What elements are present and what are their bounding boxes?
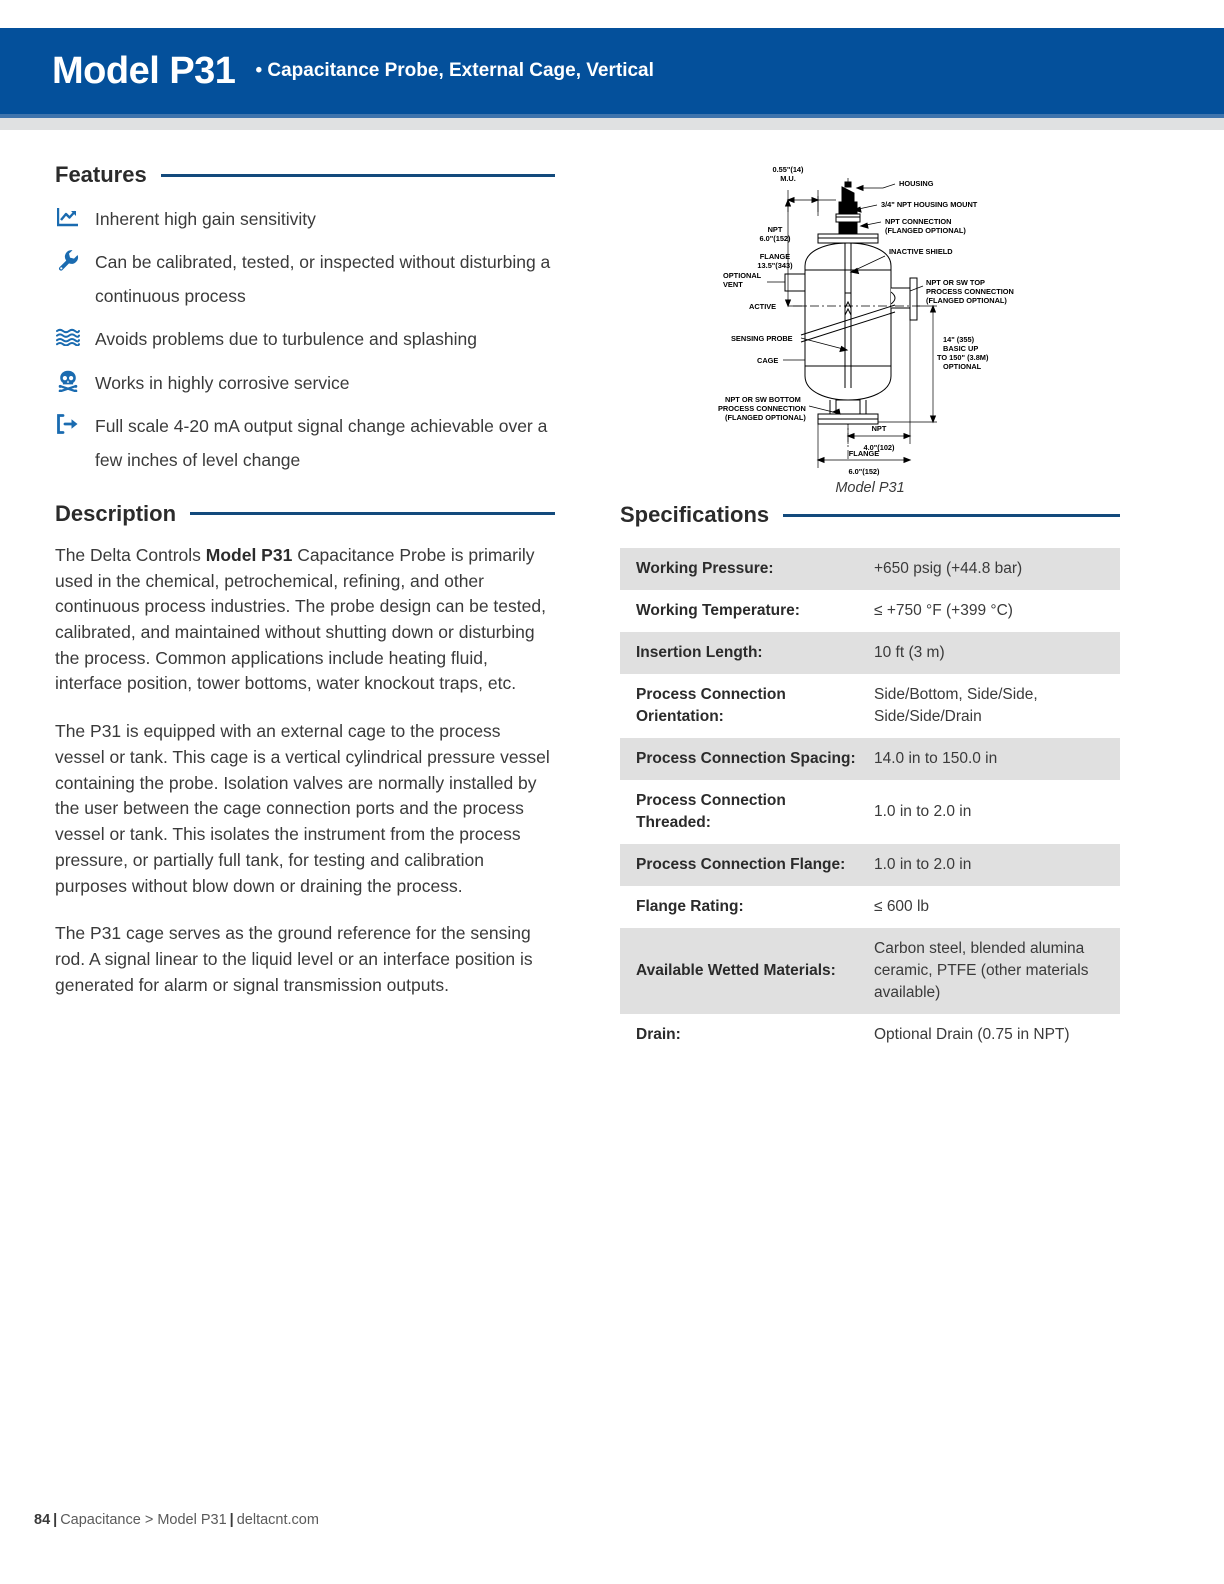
drawing-label-bottom-conn-3: (FLANGED OPTIONAL)	[725, 413, 806, 422]
table-row	[620, 886, 1120, 928]
right-content-column	[620, 160, 1120, 1056]
spec-value: 10 ft (3 m)	[874, 644, 945, 661]
chart-line-up-icon	[55, 204, 81, 230]
footer-separator-2: |	[229, 1512, 234, 1528]
list-item	[55, 322, 555, 356]
drawing-label-npt-dim-1: NPT	[767, 225, 783, 234]
spec-key: Insertion Length:	[636, 644, 763, 661]
description-paragraph-3: The P31 cage serves as the ground reference for the sensing rod. A signal linear to the liquid level or an interface position is generated for alarm or signal transmission outputs.	[55, 923, 533, 995]
drawing-label-top-conn-1: NPT OR SW TOP	[926, 278, 985, 287]
drawing-label-optional-vent-2: VENT	[723, 280, 743, 289]
specifications-heading-rule	[783, 514, 1120, 517]
features-heading-label: Features	[55, 162, 147, 187]
sign-out-arrow-icon	[55, 411, 81, 437]
drawing-label-flange-dim-1: FLANGE	[759, 252, 791, 261]
description-heading-label: Description	[55, 500, 177, 526]
spec-value: ≤ 600 lb	[874, 898, 930, 915]
drawing-label-basic-up-4: OPTIONAL	[943, 362, 982, 371]
feature-text: Full scale 4-20 mA output signal change achievable over a few inches of level change	[95, 415, 548, 470]
spec-key: Process Connection Threaded:	[636, 792, 786, 831]
drawing-label-sensing-probe: SENSING PROBE	[731, 334, 793, 343]
feature-text: Can be calibrated, tested, or inspected without disturbing a continuous process	[95, 252, 551, 307]
skull-crossbones-icon	[55, 368, 81, 394]
spec-value: ≤ +750 °F (+399 °C)	[874, 602, 1013, 619]
table-row	[620, 548, 1120, 590]
wrench-icon	[55, 247, 81, 273]
drawing-label-housing-mount: 3/4" NPT HOUSING MOUNT	[881, 200, 978, 209]
drawing-label-housing: HOUSING	[899, 179, 934, 188]
spec-key: Working Pressure:	[636, 560, 774, 577]
spec-value: 1.0 in to 2.0 in	[874, 856, 972, 873]
drawing-label-bottom-flange-1: FLANGE	[848, 449, 880, 458]
list-item	[55, 245, 555, 313]
table-row	[620, 928, 1120, 1014]
drawing-label-basic-up-2: BASIC UP	[943, 344, 979, 353]
page-title: Model P31	[52, 49, 236, 92]
feature-text: Inherent high gain sensitivity	[95, 209, 316, 229]
spec-key: Working Temperature:	[636, 602, 800, 619]
table-row	[620, 590, 1120, 632]
spec-value: 1.0 in to 2.0 in	[874, 803, 972, 820]
drawing-label-npt-connection-1: NPT CONNECTION	[885, 217, 952, 226]
drawing-label-bottom-flange-2: 6.0"(152)	[848, 467, 880, 476]
description-paragraph-1	[55, 543, 555, 697]
footer-website: deltacnt.com	[236, 1512, 319, 1528]
feature-text: Avoids problems due to turbulence and splashing	[95, 329, 478, 350]
drawing-label-bottom-npt-2: 4.0"(102)	[863, 443, 895, 452]
spec-key: Available Wetted Materials:	[636, 962, 836, 979]
page-subtitle: • Capacitance Probe, External Cage, Vertical	[255, 60, 654, 81]
footer-page-number: 84	[34, 1512, 51, 1528]
drawing-label-optional-vent-1: OPTIONAL	[723, 271, 762, 280]
spec-value: 14.0 in to 150.0 in	[874, 750, 998, 767]
water-waves-icon	[55, 324, 81, 350]
drawing-label-mu-dim: 0.55"(14)	[772, 165, 804, 174]
list-item	[55, 409, 555, 477]
page-header-content	[52, 28, 654, 114]
drawing-label-basic-up-1: 14" (355)	[943, 335, 975, 344]
table-row	[620, 780, 1120, 844]
description-p1-model: Model P31	[205, 544, 293, 565]
spec-value: Side/Bottom, Side/Side, Side/Side/Drain	[874, 686, 1038, 725]
drawing-label-inactive-shield: INACTIVE SHIELD	[889, 247, 953, 256]
features-heading-rule	[161, 174, 555, 177]
spec-key: Flange Rating:	[636, 898, 744, 915]
table-row	[620, 738, 1120, 780]
specifications-table	[620, 548, 1120, 1056]
drawing-label-basic-up-3: TO 150" (3.8M)	[937, 353, 989, 362]
feature-text: Works in highly corrosive service	[95, 372, 350, 393]
drawing-label-npt-dim-2: 6.0"(152)	[759, 234, 791, 243]
drawing-label-bottom-npt-1: NPT	[871, 424, 887, 433]
spec-value: +650 psig (+44.8 bar)	[874, 560, 1023, 577]
drawing-label-bottom-conn-2: PROCESS CONNECTION	[718, 404, 806, 413]
spec-key: Process Connection Orientation:	[636, 686, 786, 725]
table-row	[620, 632, 1120, 674]
table-row	[620, 1014, 1120, 1056]
description-p1-lead: The Delta Controls	[55, 544, 206, 565]
drawing-caption: Model P31	[835, 480, 905, 496]
drawing-label-top-conn-2: PROCESS CONNECTION	[926, 287, 1014, 296]
description-p1-rest: Capacitance Probe is primarily used in the chemical, petrochemical, refining, and other continuous process industries. The probe design can be tested, calibrated, and maintained without shutting down or disturbing the process. Common applications include heating fluid, interface position, tower bottoms, water knockout traps, etc.	[55, 544, 546, 694]
spec-key: Process Connection Flange:	[636, 856, 846, 873]
spec-key: Process Connection Spacing:	[636, 750, 856, 767]
description-body	[55, 543, 555, 999]
drawing-label-cage: CAGE	[757, 356, 779, 365]
drawing-label-flange-dim-2: 13.5"(343)	[757, 261, 793, 270]
list-item	[55, 366, 555, 400]
page-footer	[34, 1512, 319, 1528]
specifications-heading	[620, 502, 1120, 528]
drawing-label-bottom-conn-1: NPT OR SW BOTTOM	[725, 395, 801, 404]
table-row	[620, 844, 1120, 886]
product-technical-drawing	[620, 160, 1120, 496]
drawing-label-mu: M.U.	[780, 174, 796, 183]
spec-key: Drain:	[636, 1026, 681, 1043]
specifications-table-body	[620, 548, 1120, 1056]
spec-value: Carbon steel, blended alumina ceramic, PTFE (other materials available)	[874, 940, 1089, 1001]
description-heading	[55, 501, 555, 527]
breadcrumb: Capacitance > Model P31	[60, 1512, 227, 1528]
list-item	[55, 202, 555, 236]
page-header-bar	[0, 28, 1224, 114]
spec-value: Optional Drain (0.75 in NPT)	[874, 1026, 1070, 1043]
drawing-label-top-conn-3: (FLANGED OPTIONAL)	[926, 296, 1007, 305]
features-list	[55, 202, 555, 477]
left-content-column	[55, 162, 555, 998]
description-paragraph-2: The P31 is equipped with an external cage to the process vessel or tank. This cage is a vertical cylindrical pressure vessel containing the probe. Isolation valves are normally installed by the user between the cage connection ports and the process vessel or tank. This isolates the instrument from the process pressure, or partially full tank, for testing and calibration purposes without blow down or draining the process.	[55, 721, 550, 896]
p31-dimension-drawing	[705, 160, 1035, 478]
drawing-label-active: ACTIVE	[749, 302, 777, 311]
drawing-label-npt-connection-2: (FLANGED OPTIONAL)	[885, 226, 966, 235]
specifications-heading-label: Specifications	[620, 502, 770, 527]
description-heading-rule	[190, 512, 555, 515]
table-row	[620, 674, 1120, 738]
header-gray-band	[0, 118, 1224, 130]
features-heading	[55, 162, 555, 188]
footer-separator-1: |	[53, 1512, 58, 1528]
